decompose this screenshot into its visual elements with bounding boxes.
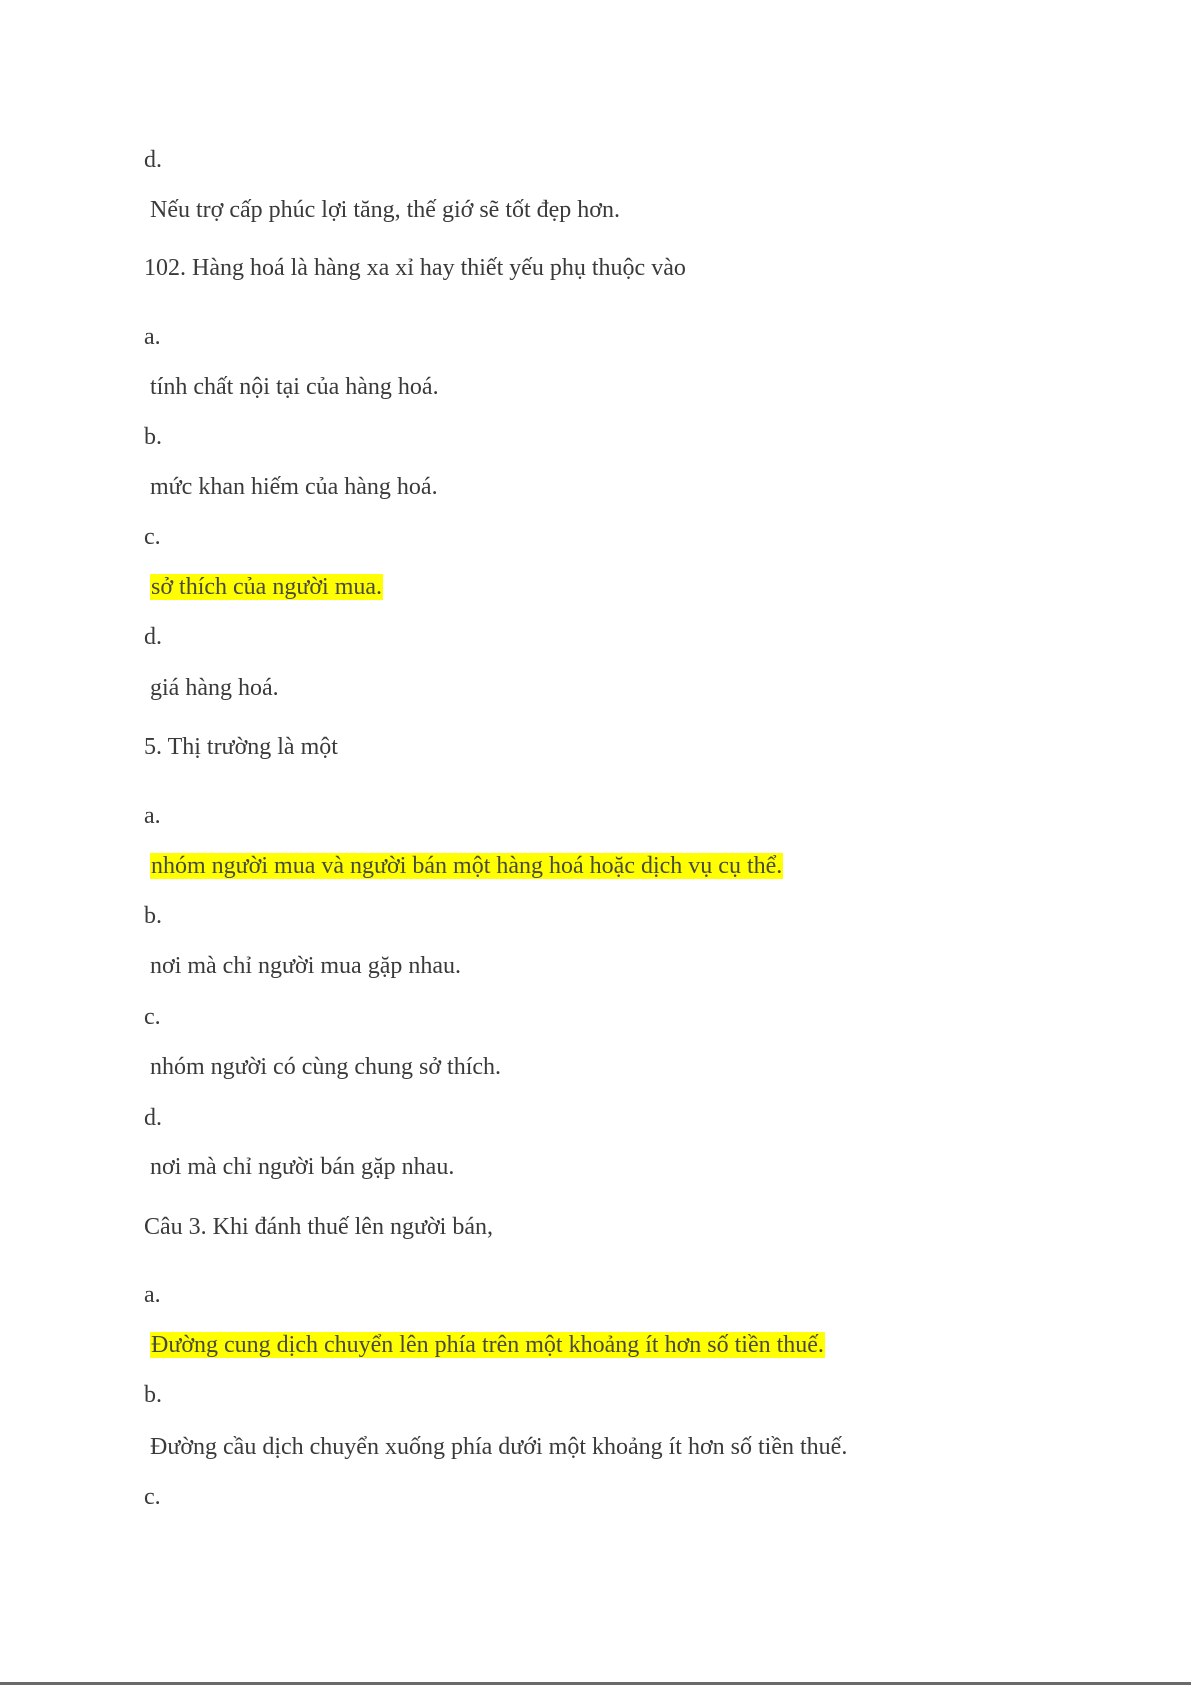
answer-highlight: sở thích của người mua.: [151, 574, 383, 600]
option-text: mức khan hiếm của hàng hoá.: [150, 474, 438, 500]
option-letter: c.: [144, 1004, 161, 1030]
question-text: 102. Hàng hoá là hàng xa xỉ hay thiết yếu phụ thuộc vào: [144, 255, 686, 281]
option-text: nơi mà chỉ người bán gặp nhau.: [150, 1154, 455, 1180]
option-letter: a.: [144, 803, 161, 829]
option-letter: a.: [144, 1282, 161, 1308]
option-letter: d.: [144, 1105, 162, 1131]
option-letter: b.: [144, 424, 162, 450]
option-text-highlighted: [150, 1330, 825, 1360]
option-text-highlighted: [150, 572, 383, 602]
option-text: tính chất nội tại của hàng hoá.: [150, 374, 439, 400]
answer-highlight: Đường cung dịch chuyển lên phía trên một khoảng ít hơn số tiền thuế.: [151, 1332, 824, 1358]
option-text: giá hàng hoá.: [150, 675, 279, 701]
option-letter: b.: [144, 1382, 162, 1408]
option-letter: b.: [144, 903, 162, 929]
option-letter: a.: [144, 324, 161, 350]
option-text: nhóm người có cùng chung sở thích.: [150, 1054, 502, 1080]
question-text: Câu 3. Khi đánh thuế lên người bán,: [144, 1214, 493, 1240]
option-text-highlighted: [150, 851, 783, 881]
option-letter: c.: [144, 1484, 161, 1510]
option-text: nơi mà chỉ người mua gặp nhau.: [150, 953, 461, 979]
question-text: 5. Thị trường là một: [144, 734, 338, 760]
option-letter: d.: [144, 624, 162, 650]
option-letter: d.: [144, 147, 162, 173]
option-letter: c.: [144, 524, 161, 550]
answer-highlight: nhóm người mua và người bán một hàng hoá hoặc dịch vụ cụ thể.: [151, 853, 783, 879]
option-text: Nếu trợ cấp phúc lợi tăng, thế giớ sẽ tốt đẹp hơn.: [150, 197, 620, 223]
option-text: Đường cầu dịch chuyển xuống phía dưới một khoảng ít hơn số tiền thuế.: [150, 1434, 848, 1460]
